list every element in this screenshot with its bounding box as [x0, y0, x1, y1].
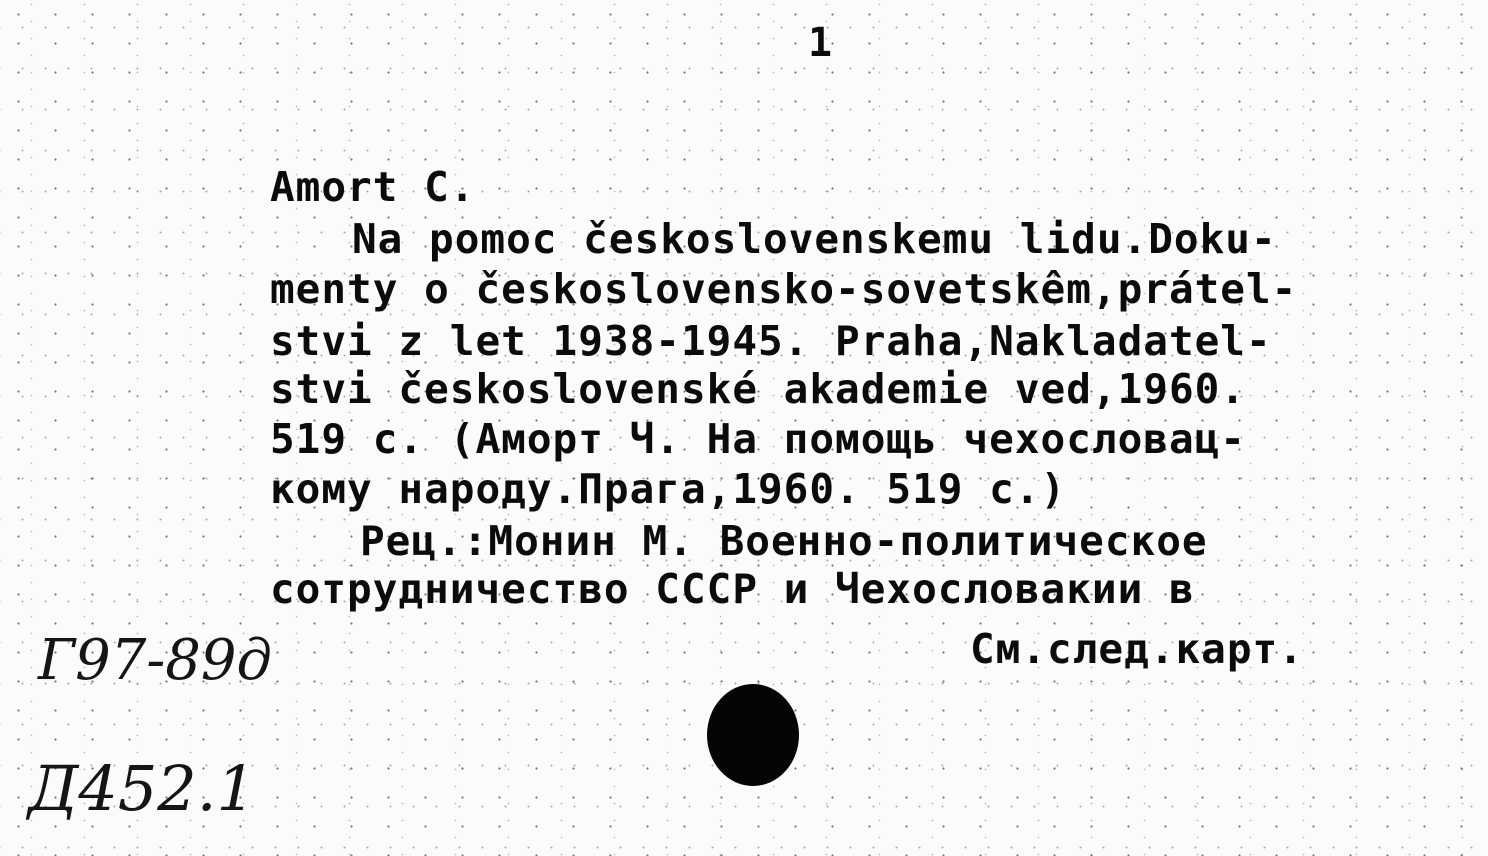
review-line-2: сотрудничество СССР и Чехословакии в — [270, 565, 1195, 613]
entry-line-2: menty o československo-sovetskêm,prátel- — [270, 265, 1298, 313]
entry-line-4: stvi československé akademie ved,1960. — [270, 365, 1246, 413]
handwritten-shelf-code: Г97-89д — [38, 628, 273, 693]
entry-line-3: stvi z let 1938-1945. Praha,Nakladatel- — [270, 317, 1272, 365]
entry-line-1: Na pomoc československemu lidu.Doku- — [352, 215, 1277, 263]
page-number: 1 — [808, 20, 834, 66]
entry-line-5: 519 с. (Аморт Ч. На помощь чехословац- — [270, 415, 1246, 463]
handwritten-call-number: Д452.1 — [28, 752, 256, 825]
punch-hole — [707, 684, 799, 786]
review-line-1: Рец.:Монин М. Военно-политическое — [360, 517, 1208, 565]
author-heading: Amort C. — [270, 163, 476, 211]
continuation-note: См.след.карт. — [970, 625, 1304, 673]
entry-line-6: кому народу.Прага,1960. 519 с.) — [270, 465, 1067, 513]
